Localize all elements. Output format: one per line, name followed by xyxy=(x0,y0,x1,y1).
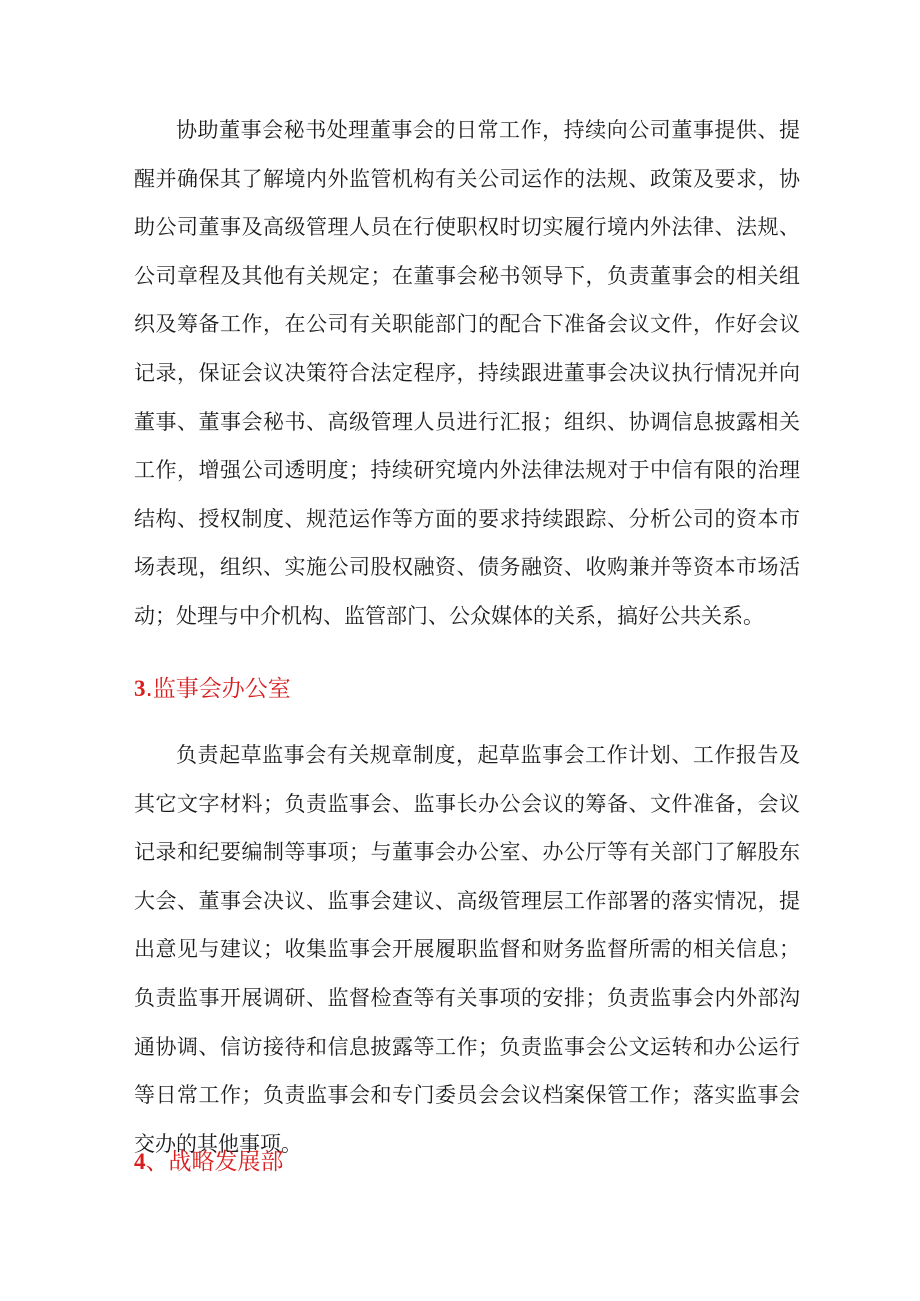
section-title: 、战略发展部 xyxy=(145,1149,284,1175)
section-title: .监事会办公室 xyxy=(145,676,291,702)
section-number: 4 xyxy=(134,1149,146,1174)
section-number: 3 xyxy=(134,676,146,701)
body-paragraph-board-office: 协助董事会秘书处理董事会的日常工作，持续向公司董事提供、提醒并确保其了解境内外监管机构有关公司运作的法规、政策及要求，协助公司董事及高级管理人员在行使职权时切实履行境内外法律、法规、公司章程及其他有关规定；在董事会秘书领导下，负责董事会的相关组织及筹备工作，在公司有关职能部门的配合下准备会议文件，作好会议记录，保证会议决策符合法定程序，持续跟进董事会决议执行情况并向董事、董事会秘书、高级管理人员进行汇报；组织、协调信息披露相关工作，增强公司透明度；持续研究境内外法律法规对于中信有限的治理结构、授权制度、规范运作等方面的要求持续跟踪、分析公司的资本市场表现，组织、实施公司股权融资、债务融资、收购兼并等资本市场活动；处理与中介机构、监管部门、公众媒体的关系，搞好公共关系。 xyxy=(134,118,800,628)
body-paragraph-supervisory-office: 负责起草监事会有关规章制度，起草监事会工作计划、工作报告及其它文字材料；负责监事会、监事长办公会议的筹备、文件准备，会议记录和纪要编制等事项；与董事会办公室、办公厅等有关部门了解股东大会、董事会决议、监事会建议、高级管理层工作部署的落实情况，提出意见与建议；收集监事会开展履职监督和财务监督所需的相关信息；负责监事开展调研、监督检查等有关事项的安排；负责监事会内外部沟通协调、信访接待和信息披露等工作；负责监事会公文运转和办公运行等日常工作；负责监事会和专门委员会会议档案保管工作；落实监事会交办的其他事项。 xyxy=(134,743,800,1156)
section-heading-supervisory-office xyxy=(134,673,291,705)
section-heading-strategy-department xyxy=(134,1146,284,1178)
